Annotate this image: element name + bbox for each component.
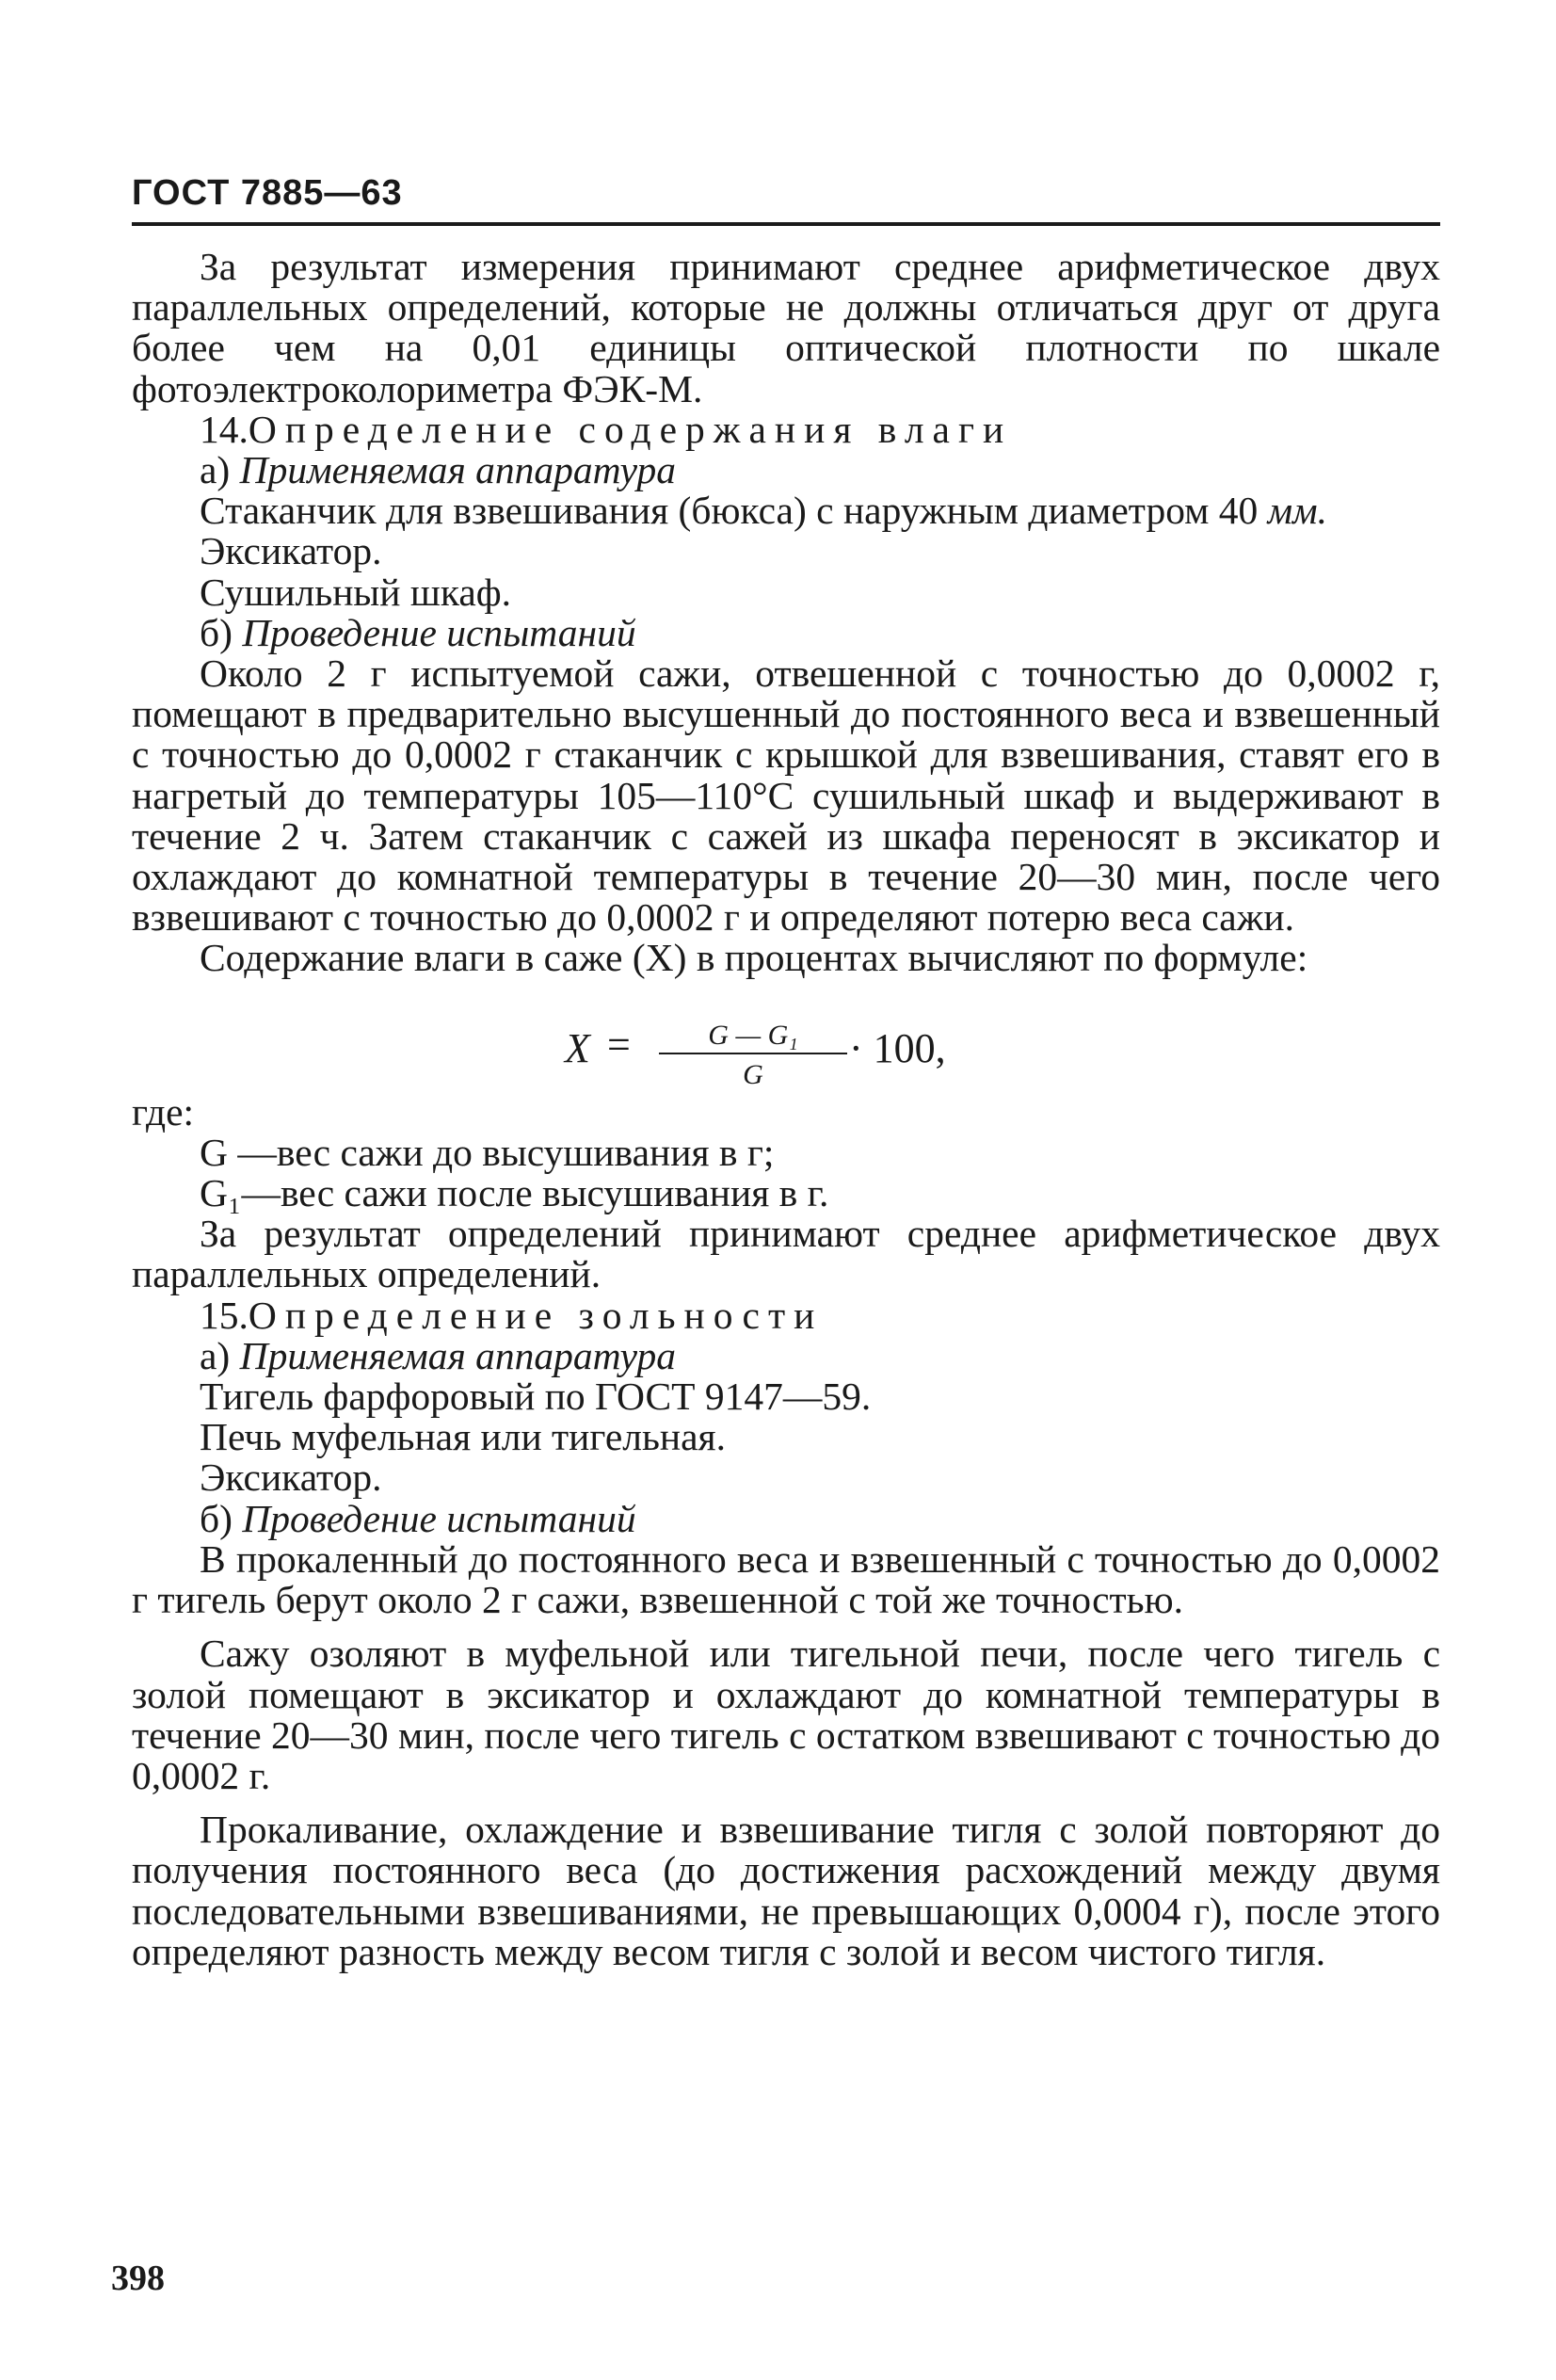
equipment-item-beaker <box>132 490 1440 531</box>
page-header: ГОСТ 7885—63 <box>132 173 403 213</box>
ash-paragraph-2: Сажу озоляют в муфельной или тигельной печи, после чего тигель с золой помещают в эксикатор и охлаждают до комнатной температуры в течение 20—30 мин, после чего тигель с остатком взвешивают с точностью до 0,0002 г. <box>132 1632 1440 1797</box>
ash-paragraph-1: В прокаленный до постоянного веса и взвешенный с точностью до 0,0002 г тигель берут около 2 г сажи, взвешенной с той же точностью. <box>132 1536 1440 1622</box>
section-14-b-title: Проведение испытаний <box>242 610 636 654</box>
formula-denominator: G <box>743 1058 763 1090</box>
intro-paragraph: За результат измерения принимают среднее арифметическое двух параллельных определений, которые не должны отличаться друг от друга более чем на 0,01 единицы оптической плотности по шкале фотоэлектроколориметра ФЭК-М. <box>132 245 1440 410</box>
formula-multiplier: · 100, <box>849 1024 946 1071</box>
page-number: 398 <box>111 2259 165 2298</box>
section-14-b-label: б) <box>200 610 233 654</box>
section-14-subheading-b <box>132 610 1440 654</box>
section-14-title: Определение содержания влаги <box>248 407 1013 451</box>
header-rule <box>132 222 1440 226</box>
equipment-beaker-unit: мм. <box>1267 489 1328 533</box>
section-15-a-label: а) <box>200 1333 231 1377</box>
section-15-b-title: Проведение испытаний <box>242 1496 636 1540</box>
section-15-title: Определение зольности <box>248 1293 824 1337</box>
definition-g1: G₁—вес сажи после высушивания в г. <box>200 1171 829 1215</box>
equipment-item-furnace: Печь муфельная или тигельная. <box>200 1415 727 1459</box>
result-paragraph: За результат определений принимают среднее арифметическое двух параллельных определений. <box>132 1212 1440 1296</box>
procedure-paragraph: Около 2 г испытуемой сажи, отвешенной с точностью до 0,0002 г, помещают в предварительно высушенный до постоянного веса и взвешенный с точностью до 0,0002 г стаканчик с крышкой для взвешивания, ставят его в нагретый до температуры 105—110°С сушильный шкаф и выдерживают в течение 2 ч. Затем стаканчик с сажей из шкафа переносят в эксикатор и охлаждают до комнатной температуры в течение 20—30 мин, после чего взвешивают с точностью до 0,0002 г и определяют потерю веса сажи. <box>132 651 1440 940</box>
section-15-number: 15. <box>200 1293 249 1337</box>
formula-numerator: G — G₁ <box>708 1019 798 1051</box>
section-14-heading <box>132 407 1440 451</box>
equipment-item-crucible: Тигель фарфоровый по ГОСТ 9147—59. <box>200 1375 872 1419</box>
definition-g: G —вес сажи до высушивания в г; <box>200 1130 775 1174</box>
equipment-item-desiccator: Эксикатор. <box>200 529 382 573</box>
ash-paragraph-3: Прокаливание, охлаждение и взвешивание тигля с золой повторяют до получения постоянного веса (до достижения расхождений между двумя последовательными взвешиваниями, не превышающих 0,0004 г), после этого определяют разность между весом тигля с золой и весом чистого тигля. <box>132 1808 1440 1973</box>
equipment-item-drying-oven: Сушильный шкаф. <box>200 570 512 614</box>
formula-intro: Содержание влаги в саже (X) в процентах вычисляют по формуле: <box>200 936 1308 980</box>
section-15-heading <box>132 1295 1440 1336</box>
section-14-a-title: Применяемая аппаратура <box>239 448 676 492</box>
section-14-a-label: а) <box>200 448 231 492</box>
where-label: где: <box>132 1089 195 1134</box>
equipment-item-desiccator-2: Эксикатор. <box>200 1455 382 1500</box>
equipment-beaker-text: Стаканчик для взвешивания (бюкса) с наружным диаметром 40 <box>200 489 1259 533</box>
moisture-formula <box>132 979 1440 1092</box>
section-15-subheading-a <box>132 1333 1440 1377</box>
section-15-b-label: б) <box>200 1496 233 1540</box>
formula-equals: = <box>607 1021 631 1068</box>
document-body <box>132 247 1440 1972</box>
section-15-subheading-b <box>132 1496 1440 1540</box>
formula-lhs: X <box>565 1024 590 1071</box>
section-14-subheading-a <box>132 450 1440 490</box>
section-14-number: 14. <box>200 407 249 451</box>
section-15-a-title: Применяемая аппаратура <box>239 1333 676 1377</box>
